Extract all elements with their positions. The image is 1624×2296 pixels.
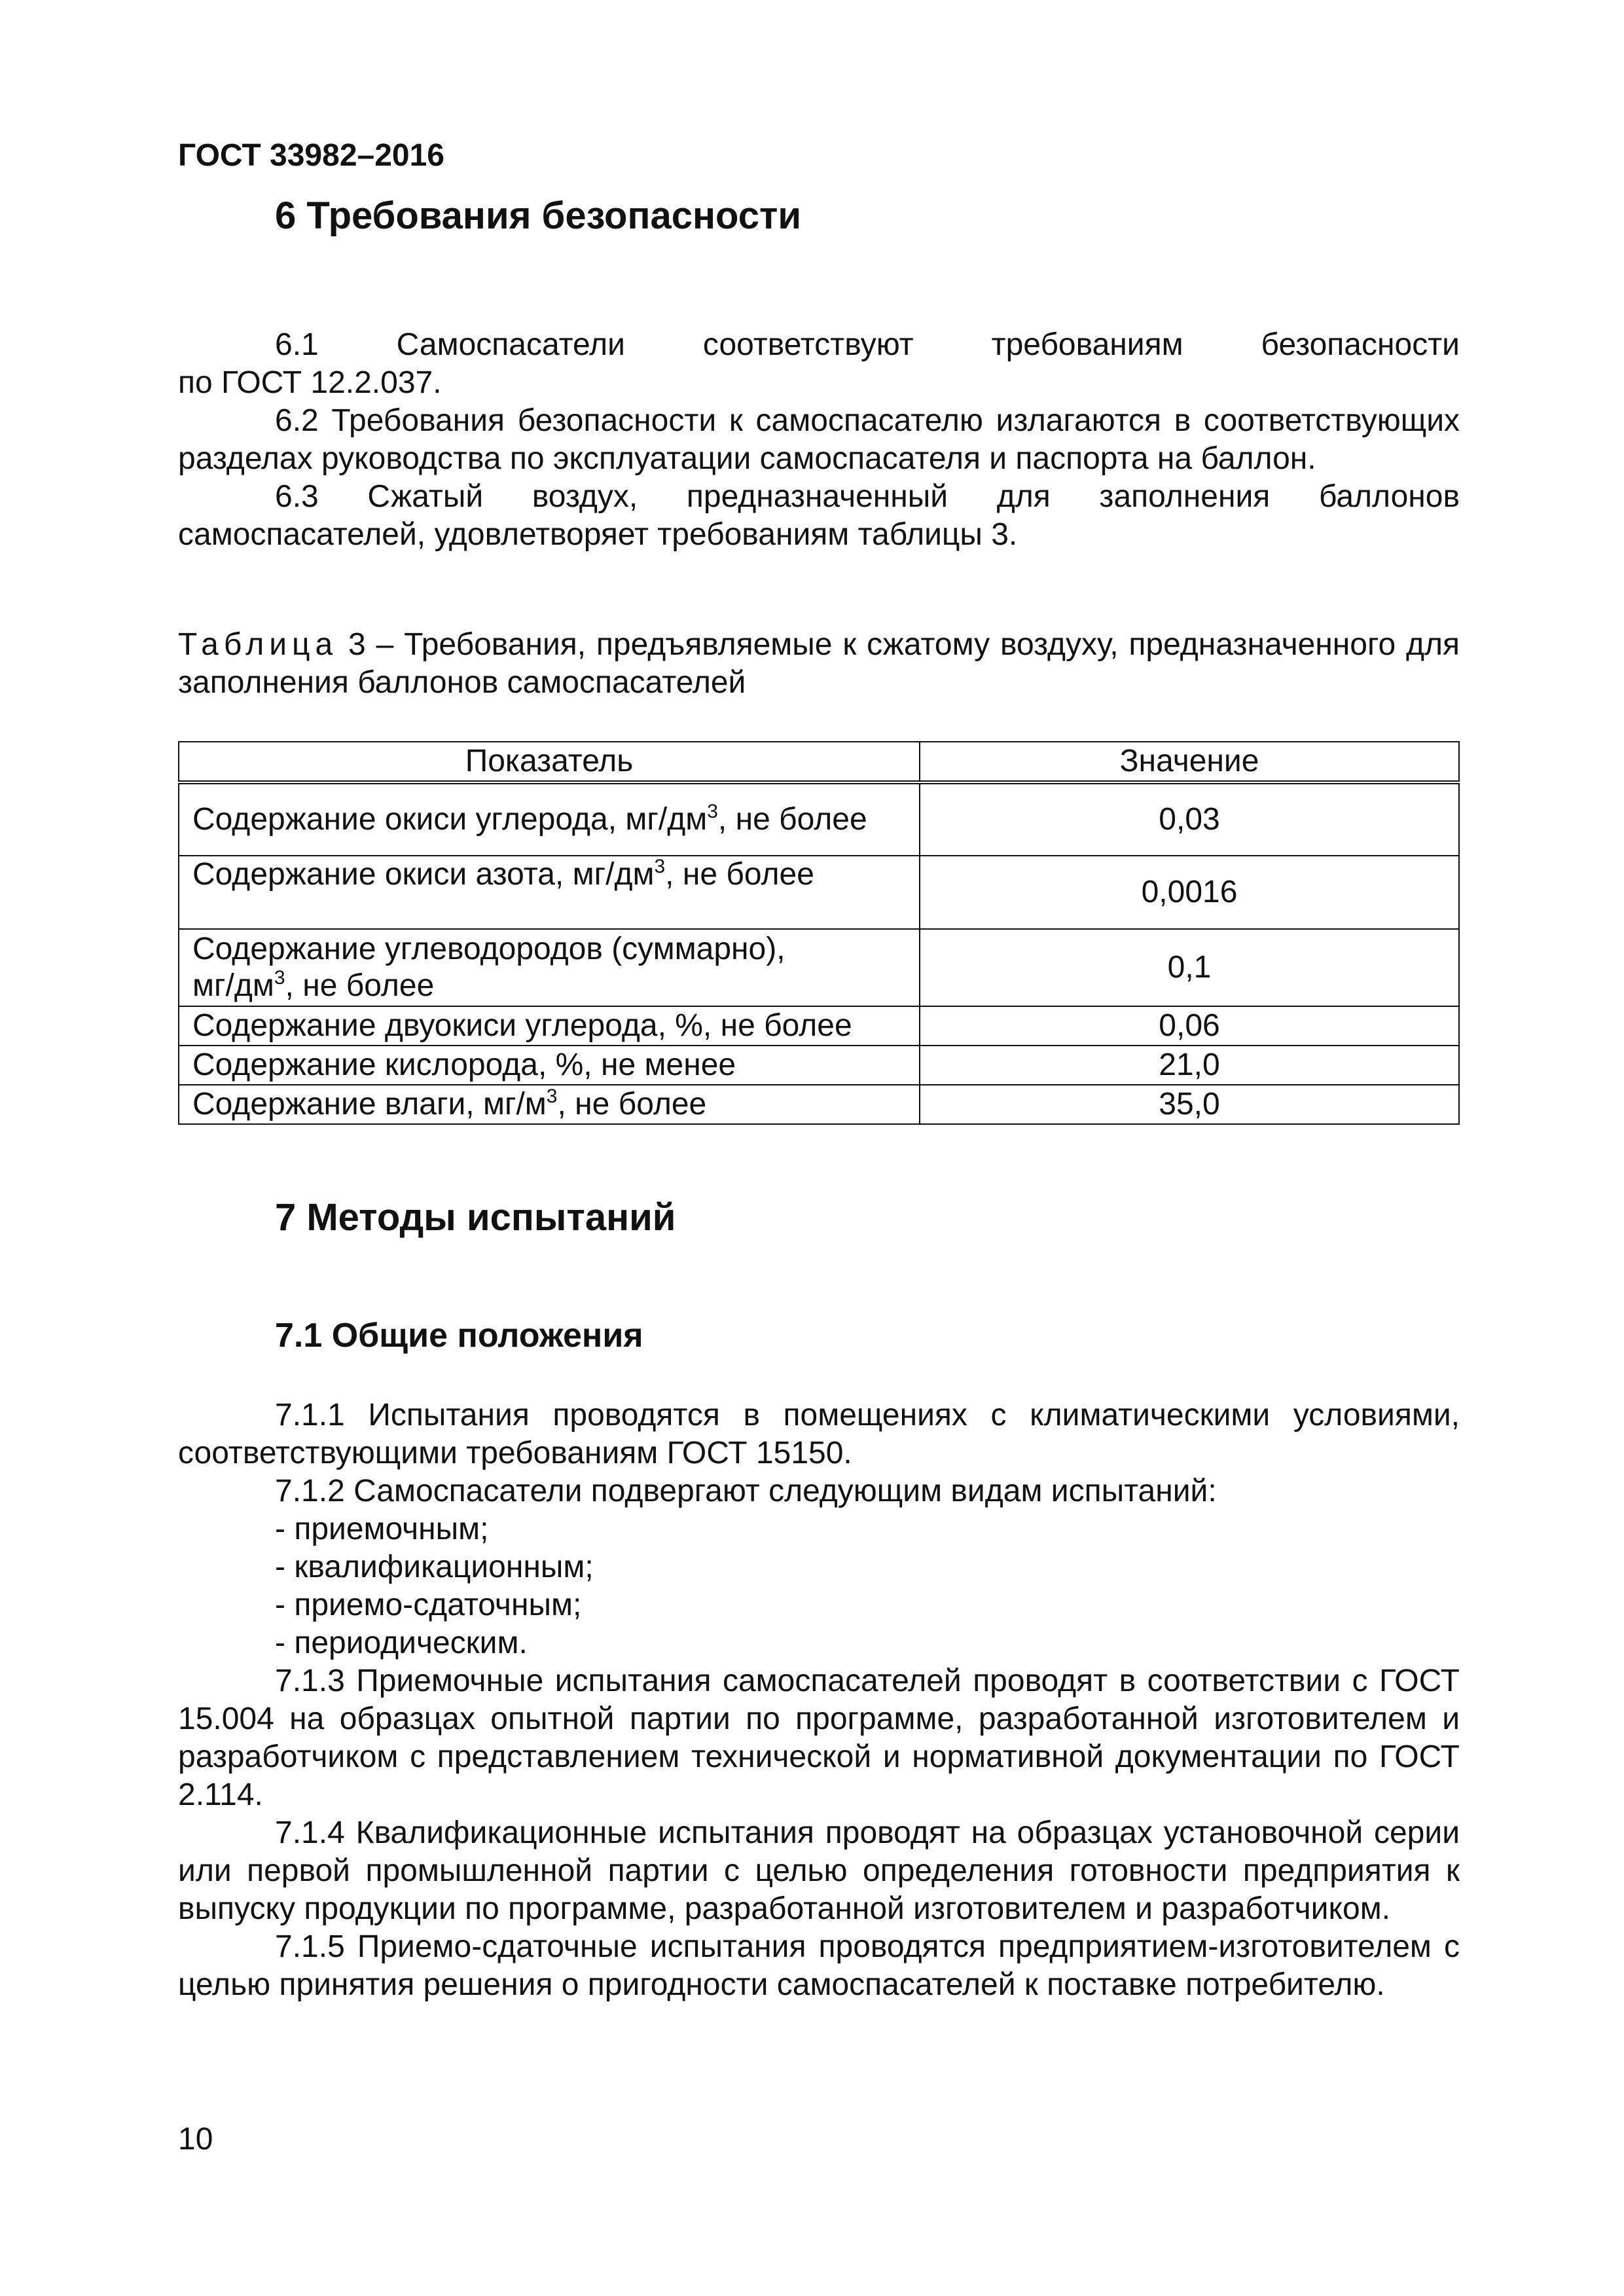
row-indicator: Содержание углеводородов (суммарно), $мг/дм^3$, не более [179,929,920,1006]
paragraph-6-1-line1: 6.1 Самоспасатели соответствуют требованиям безопасности [275,327,1460,362]
paragraph-6-3: 6.3 Сжатый воздух, предназначенный для заполнения баллонов самоспасателей, удовлетворяет требованиям таблицы 3. [178,479,1460,552]
row-value: 0,0016 [920,856,1459,929]
row-value: 0,06 [920,1006,1459,1046]
table-row [179,1046,1459,1085]
column-header-value: Значение [920,742,1459,782]
row-indicator: Содержание влаги, $мг/м^3$, не более [179,1085,920,1124]
row-value: 35,0 [920,1085,1459,1124]
table-3-caption [178,626,1460,702]
table-row [179,929,1459,1006]
row-value: 0,03 [920,782,1459,856]
paragraph-7-1-4: 7.1.4 Квалификационные испытания проводят на образцах установочной серии или первой промышленной партии с целью определения готовности предприятия к выпуску продукции по программе, разработанной изготовителем и разработчиком. [178,1815,1460,1926]
table-header-row [179,742,1459,782]
paragraph-6-2: 6.2 Требования безопасности к самоспасателю излагаются в соответствующих разделах руководства по эксплуатации самоспасателя и паспорта на баллон. [178,403,1460,476]
table-row [179,1085,1459,1124]
table-caption-text: 3 – Требования, предъявляемые к сжатому воздуху, предназначенного для заполнения баллонов самоспасателей [178,627,1460,700]
section-7-body [178,1396,1460,2004]
section-6-body [178,326,1460,554]
table-row [179,782,1459,856]
column-header-indicator: Показатель [179,742,920,782]
table-3 [178,741,1460,1125]
paragraph-6-1-line2: по ГОСТ 12.2.037. [178,365,442,400]
row-value: 0,1 [920,929,1459,1006]
page-number: 10 [178,2122,213,2157]
subsection-7-1-title: 7.1 Общие положения [275,1317,643,1355]
paragraph-7-1-3: 7.1.3 Приемочные испытания самоспасателей проводят в соответствии с ГОСТ 15.004 на образцах опытной партии по программе, разработанной изготовителем и разработчиком с представлением технической и нормативной документации по ГОСТ 2.114. [178,1664,1460,1812]
row-indicator: Содержание окиси азота, $мг/дм^3$, не более [179,856,920,929]
list-item: - квалификационным; [275,1550,594,1584]
list-item: - приемочным; [275,1512,489,1546]
section-6-title: 6 Требования безопасности [275,194,802,237]
table-caption-label: Таблица [178,627,338,662]
paragraph-7-1-2: 7.1.2 Самоспасатели подвергают следующим видам испытаний: [275,1474,1217,1508]
row-indicator: Содержание окиси углерода, $мг/дм^3$, не более [179,782,920,856]
list-item: - приемо-сдаточным; [275,1588,582,1622]
section-7-title: 7 Методы испытаний [275,1196,676,1239]
table-row [179,856,1459,929]
row-indicator: Содержание двуокиси углерода, %, не более [179,1006,920,1046]
document-code: ГОСТ 33982–2016 [178,138,444,173]
row-indicator: Содержание кислорода, %, не менее [179,1046,920,1085]
list-item: - периодическим. [275,1626,528,1660]
paragraph-7-1-5: 7.1.5 Приемо-сдаточные испытания проводятся предприятием-изготовителем с целью принятия решения о пригодности самоспасателей к поставке потребителю. [178,1929,1460,2002]
table-row [179,1006,1459,1046]
paragraph-7-1-1: 7.1.1 Испытания проводятся в помещениях с климатическими условиями, соответствующими требованиям ГОСТ 15150. [178,1398,1460,1470]
row-value: 21,0 [920,1046,1459,1085]
